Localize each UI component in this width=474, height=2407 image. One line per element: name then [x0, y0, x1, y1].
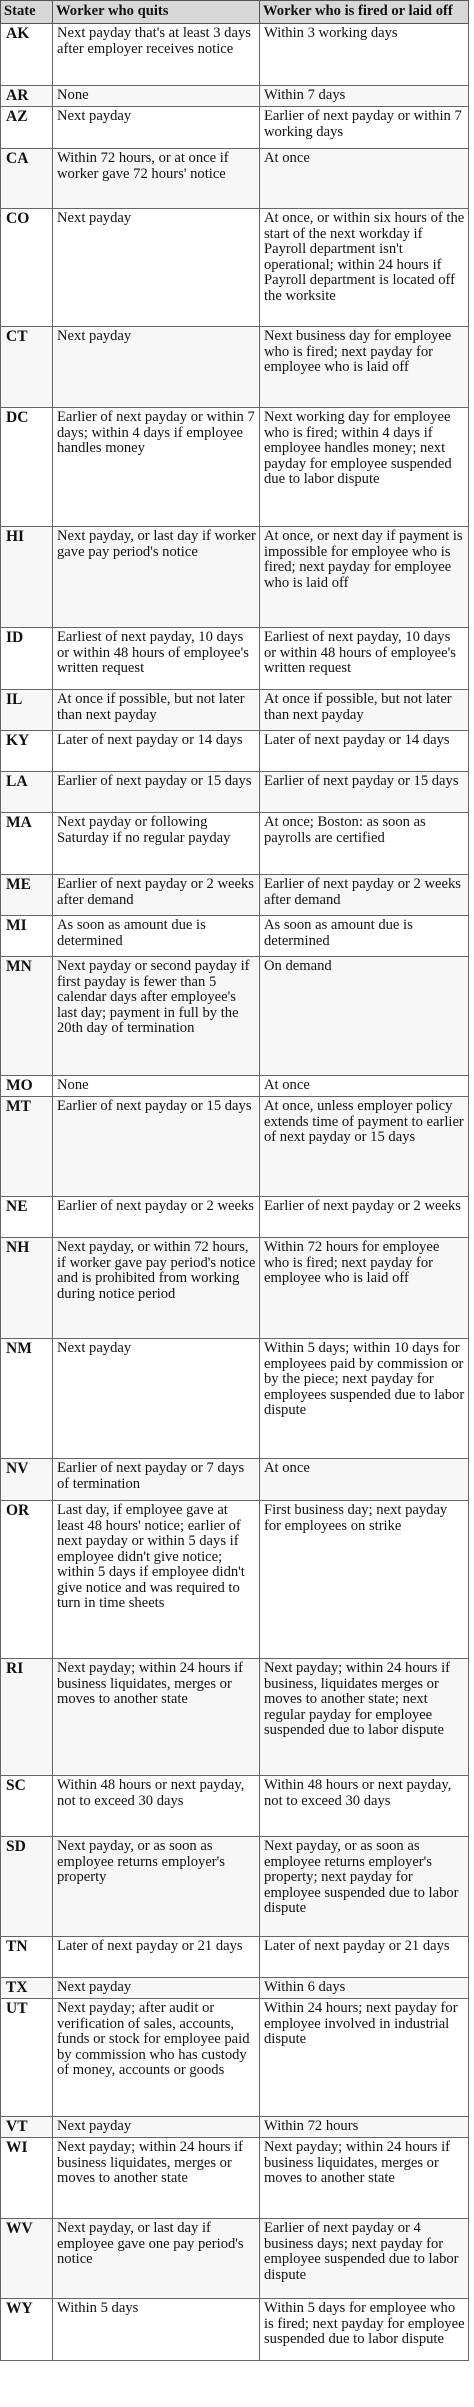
fired-deadline: Within 3 working days: [260, 24, 469, 86]
table-row: [1, 1097, 469, 1197]
quits-deadline: Earliest of next payday, 10 days or within 48 hours of employee's written request: [53, 628, 260, 690]
fired-deadline: Next payday; within 24 hours if business liquidates, merges or moves to another state: [260, 2138, 469, 2219]
state-code: HI: [1, 527, 53, 628]
fired-deadline: Within 72 hours for employee who is fired; next payday for employee who is laid off: [260, 1238, 469, 1339]
table-row: [1, 149, 469, 209]
fired-deadline: Within 5 days for employee who is fired; next payday for employee suspended due to labor dispute: [260, 2299, 469, 2361]
quits-deadline: Next payday: [53, 209, 260, 327]
table-row: [1, 690, 469, 731]
table-row: [1, 731, 469, 772]
quits-deadline: Last day, if employee gave at least 48 hours' notice; earlier of next payday or within 5 days if employee didn't give notice; within 5 days if employee didn't give notice and was required to turn in time sheets: [53, 1501, 260, 1659]
state-code: NM: [1, 1339, 53, 1459]
state-code: CO: [1, 209, 53, 327]
state-code: TN: [1, 1937, 53, 1978]
fired-deadline: At once, or within six hours of the start of the next workday if Payroll department isn't operational; within 24 hours if Payroll department is located off the worksite: [260, 209, 469, 327]
state-code: MI: [1, 916, 53, 957]
quits-deadline: Next payday; within 24 hours if business liquidates, merges or moves to another state: [53, 2138, 260, 2219]
state-code: TX: [1, 1978, 53, 1999]
table-row: [1, 408, 469, 527]
table-row: [1, 2219, 469, 2299]
table-row: [1, 1978, 469, 1999]
table-row: [1, 2138, 469, 2219]
fired-deadline: At once, or next day if payment is impossible for employee who is fired; next payday for employee who is laid off: [260, 527, 469, 628]
header-row: [1, 1, 469, 24]
state-code: AR: [1, 86, 53, 107]
table-body: [1, 24, 469, 2361]
table-row: [1, 2117, 469, 2138]
fired-deadline: As soon as amount due is determined: [260, 916, 469, 957]
state-code: UT: [1, 1999, 53, 2117]
state-code: WV: [1, 2219, 53, 2299]
quits-deadline: Next payday; after audit or verification of sales, accounts, funds or stock for employee paid by commission who has custody of money, accounts or goods: [53, 1999, 260, 2117]
table-row: [1, 86, 469, 107]
table-row: [1, 1076, 469, 1097]
quits-deadline: Next payday, or last day if worker gave pay period's notice: [53, 527, 260, 628]
fired-deadline: At once: [260, 1076, 469, 1097]
state-code: LA: [1, 772, 53, 813]
table-row: [1, 1776, 469, 1837]
state-code: NE: [1, 1197, 53, 1238]
fired-deadline: Within 7 days: [260, 86, 469, 107]
quits-deadline: Next payday, or within 72 hours, if worker gave pay period's notice and is prohibited from working during notice period: [53, 1238, 260, 1339]
fired-deadline: At once: [260, 1459, 469, 1501]
table-row: [1, 1937, 469, 1978]
state-code: VT: [1, 2117, 53, 2138]
state-code: AZ: [1, 107, 53, 149]
quits-deadline: Next payday: [53, 2117, 260, 2138]
quits-deadline: Next payday: [53, 1978, 260, 1999]
quits-deadline: Earlier of next payday or 15 days: [53, 1097, 260, 1197]
table-row: [1, 1501, 469, 1659]
fired-deadline: At once: [260, 149, 469, 209]
state-code: KY: [1, 731, 53, 772]
state-code: IL: [1, 690, 53, 731]
table-row: [1, 1659, 469, 1776]
fired-deadline: Earlier of next payday or 2 weeks: [260, 1197, 469, 1238]
table-row: [1, 1197, 469, 1238]
quits-deadline: Later of next payday or 14 days: [53, 731, 260, 772]
header-worker-quits: Worker who quits: [53, 1, 260, 24]
state-code: NH: [1, 1238, 53, 1339]
fired-deadline: Earliest of next payday, 10 days or within 48 hours of employee's written request: [260, 628, 469, 690]
quits-deadline: Earlier of next payday or 2 weeks: [53, 1197, 260, 1238]
table-row: [1, 772, 469, 813]
quits-deadline: Next payday; within 24 hours if business liquidates, merges or moves to another state: [53, 1659, 260, 1776]
header-state: State: [1, 1, 53, 24]
fired-deadline: Within 6 days: [260, 1978, 469, 1999]
table-row: [1, 1999, 469, 2117]
state-code: CA: [1, 149, 53, 209]
quits-deadline: Earlier of next payday or 2 weeks after demand: [53, 875, 260, 916]
quits-deadline: Within 48 hours or next payday, not to exceed 30 days: [53, 1776, 260, 1837]
fired-deadline: Within 5 days; within 10 days for employees paid by commission or by the piece; next payday for employees suspended due to labor dispute: [260, 1339, 469, 1459]
table-row: [1, 2299, 469, 2361]
fired-deadline: Next payday, or as soon as employee returns employer's property; next payday for employee suspended due to labor dispute: [260, 1837, 469, 1937]
header-worker-fired: Worker who is fired or laid off: [260, 1, 469, 24]
fired-deadline: Earlier of next payday or 4 business days; next payday for employee suspended due to labor dispute: [260, 2219, 469, 2299]
fired-deadline: Within 24 hours; next payday for employee involved in industrial dispute: [260, 1999, 469, 2117]
table-row: [1, 209, 469, 327]
fired-deadline: First business day; next payday for employees on strike: [260, 1501, 469, 1659]
quits-deadline: Next payday, or last day if employee gave one pay period's notice: [53, 2219, 260, 2299]
state-code: WI: [1, 2138, 53, 2219]
state-code: MT: [1, 1097, 53, 1197]
fired-deadline: Within 48 hours or next payday, not to exceed 30 days: [260, 1776, 469, 1837]
table-row: [1, 1238, 469, 1339]
fired-deadline: At once, unless employer policy extends time of payment to earlier of next payday or 15 days: [260, 1097, 469, 1197]
quits-deadline: Earlier of next payday or within 7 days; within 4 days if employee handles money: [53, 408, 260, 527]
state-code: RI: [1, 1659, 53, 1776]
state-code: MA: [1, 813, 53, 875]
quits-deadline: At once if possible, but not later than next payday: [53, 690, 260, 731]
fired-deadline: At once; Boston: as soon as payrolls are certified: [260, 813, 469, 875]
quits-deadline: Later of next payday or 21 days: [53, 1937, 260, 1978]
quits-deadline: Next payday or following Saturday if no regular payday: [53, 813, 260, 875]
state-code: MO: [1, 1076, 53, 1097]
quits-deadline: Next payday: [53, 327, 260, 408]
table-row: [1, 527, 469, 628]
fired-deadline: Within 72 hours: [260, 2117, 469, 2138]
quits-deadline: Next payday: [53, 1339, 260, 1459]
table-row: [1, 1339, 469, 1459]
fired-deadline: Later of next payday or 14 days: [260, 731, 469, 772]
fired-deadline: Earlier of next payday or 15 days: [260, 772, 469, 813]
state-code: ID: [1, 628, 53, 690]
fired-deadline: Next payday; within 24 hours if business, liquidates merges or moves to another state; next regular payday for employee suspended due to labor dispute: [260, 1659, 469, 1776]
table-row: [1, 875, 469, 916]
quits-deadline: Next payday or second payday if first payday is fewer than 5 calendar days after employee's last day; payment in full by the 20th day of termination: [53, 957, 260, 1076]
state-code: ME: [1, 875, 53, 916]
table-row: [1, 327, 469, 408]
quits-deadline: Next payday, or as soon as employee returns employer's property: [53, 1837, 260, 1937]
state-code: CT: [1, 327, 53, 408]
table-row: [1, 957, 469, 1076]
table-row: [1, 1459, 469, 1501]
table-row: [1, 24, 469, 86]
quits-deadline: Earlier of next payday or 15 days: [53, 772, 260, 813]
fired-deadline: Earlier of next payday or within 7 working days: [260, 107, 469, 149]
quits-deadline: As soon as amount due is determined: [53, 916, 260, 957]
state-code: WY: [1, 2299, 53, 2361]
quits-deadline: Earlier of next payday or 7 days of termination: [53, 1459, 260, 1501]
state-code: NV: [1, 1459, 53, 1501]
state-code: DC: [1, 408, 53, 527]
quits-deadline: Next payday: [53, 107, 260, 149]
state-code: AK: [1, 24, 53, 86]
table-row: [1, 1837, 469, 1937]
table-header: [1, 1, 469, 24]
quits-deadline: None: [53, 1076, 260, 1097]
state-code: SC: [1, 1776, 53, 1837]
fired-deadline: On demand: [260, 957, 469, 1076]
quits-deadline: None: [53, 86, 260, 107]
state-code: MN: [1, 957, 53, 1076]
fired-deadline: Earlier of next payday or 2 weeks after demand: [260, 875, 469, 916]
table-row: [1, 107, 469, 149]
fired-deadline: Next business day for employee who is fired; next payday for employee who is laid off: [260, 327, 469, 408]
quits-deadline: Within 72 hours, or at once if worker gave 72 hours' notice: [53, 149, 260, 209]
table-row: [1, 813, 469, 875]
fired-deadline: Next working day for employee who is fired; within 4 days if employee handles money; next payday for employee suspended due to labor dispute: [260, 408, 469, 527]
table-row: [1, 916, 469, 957]
quits-deadline: Next payday that's at least 3 days after employer receives notice: [53, 24, 260, 86]
quits-deadline: Within 5 days: [53, 2299, 260, 2361]
state-code: SD: [1, 1837, 53, 1937]
fired-deadline: Later of next payday or 21 days: [260, 1937, 469, 1978]
table-row: [1, 628, 469, 690]
state-code: OR: [1, 1501, 53, 1659]
fired-deadline: At once if possible, but not later than next payday: [260, 690, 469, 731]
